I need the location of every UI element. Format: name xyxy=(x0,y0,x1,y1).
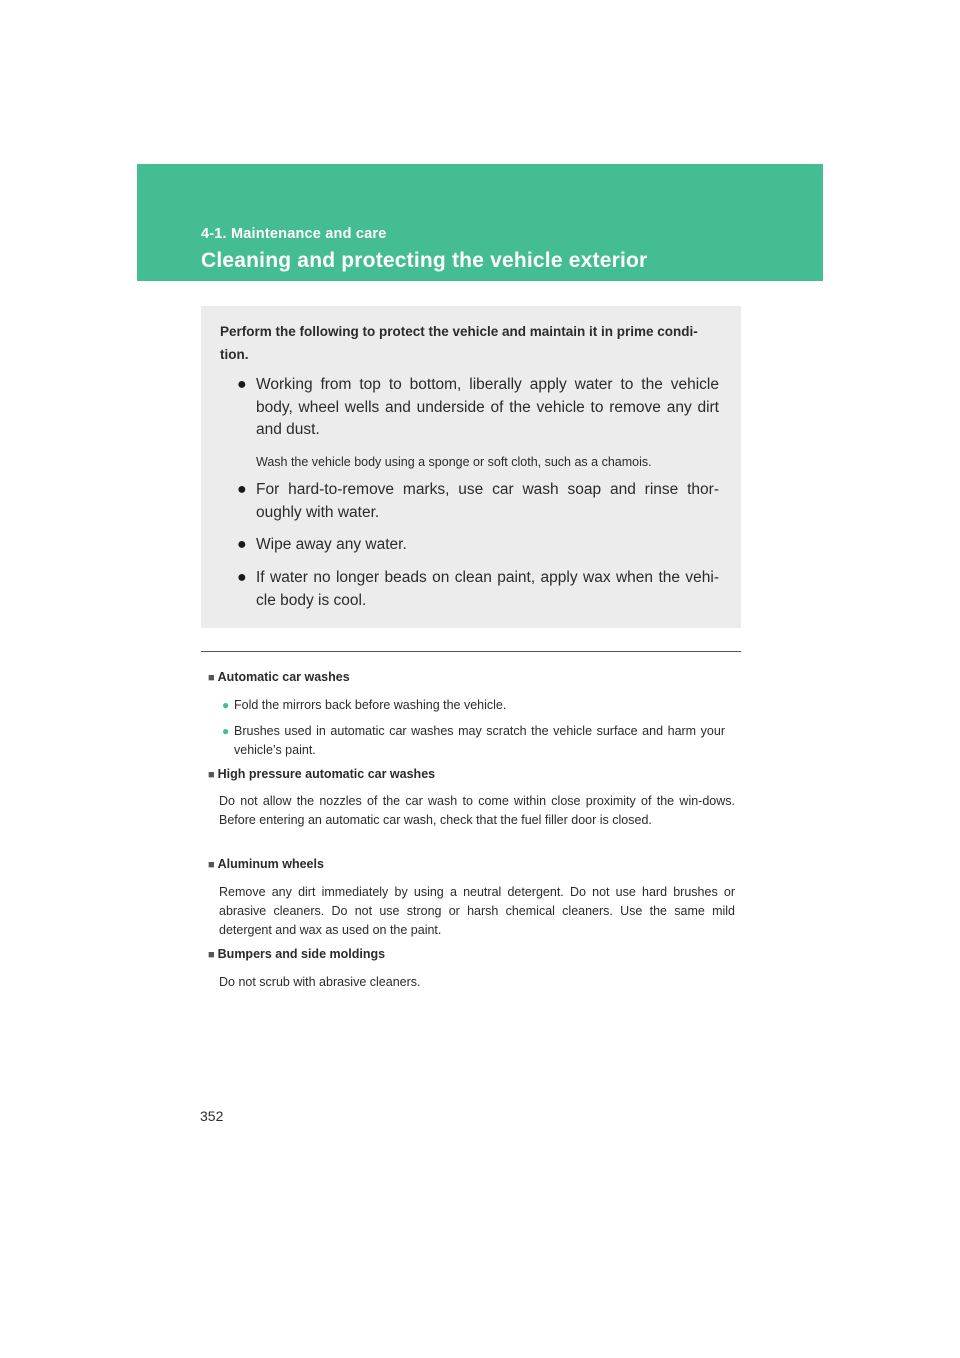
intro-bullet-text: If water no longer beads on clean paint, apply wax when the vehi-cle body is cool. xyxy=(256,569,719,609)
square-bullet-icon: ■ xyxy=(208,672,215,684)
note-bullet-text: Brushes used in automatic car washes may scratch the vehicle surface and harm your vehicle’s paint. xyxy=(234,724,725,757)
intro-bullet-note: Wash the vehicle body using a sponge or soft cloth, such as a chamois. xyxy=(256,455,652,469)
intro-bullet-text: Working from top to bottom, liberally apply water to the vehicle body, wheel wells and underside of the vehicle to remove any dirt and dust. xyxy=(256,376,719,438)
page-title: Cleaning and protecting the vehicle exterior xyxy=(201,249,648,272)
note-heading-text: High pressure automatic car washes xyxy=(217,767,436,781)
note-heading-text: Automatic car washes xyxy=(217,670,350,684)
note-heading xyxy=(208,670,350,684)
page-number: 352 xyxy=(200,1108,224,1124)
note-heading-text: Bumpers and side moldings xyxy=(217,947,386,961)
note-heading xyxy=(208,857,324,871)
square-bullet-icon: ■ xyxy=(208,859,215,871)
square-bullet-icon: ■ xyxy=(208,949,215,961)
note-body: Remove any dirt immediately by using a neutral detergent. Do not use hard brushes or abrasive cleaners. Do not use strong or harsh chemical cleaners. Use the same mild detergent and wax as used on the paint. xyxy=(219,885,735,937)
intro-bullet xyxy=(237,479,719,524)
note-bullet xyxy=(222,696,725,715)
intro-bullet-text: For hard-to-remove marks, use car wash soap and rinse thor-oughly with water. xyxy=(256,481,719,521)
intro-bullet xyxy=(237,567,719,612)
note-heading xyxy=(208,767,435,781)
intro-bullet-text: Wipe away any water. xyxy=(256,536,407,553)
section-label: 4-1. Maintenance and care xyxy=(201,226,387,242)
bullet-dot-icon: ● xyxy=(237,376,247,393)
bullet-dot-icon: ● xyxy=(237,569,247,586)
note-heading xyxy=(208,947,385,961)
intro-box xyxy=(201,306,741,628)
note-body: Do not allow the nozzles of the car wash to come within close proximity of the win-dows. Before entering an automatic car wash, check that the fuel filler door is closed. xyxy=(219,794,735,827)
section-divider xyxy=(201,651,741,652)
note-bullet-text: Fold the mirrors back before washing the vehicle. xyxy=(234,698,507,712)
bullet-dot-icon: ● xyxy=(222,698,230,712)
intro-bullet xyxy=(237,534,719,557)
intro-bullet xyxy=(237,374,719,442)
bullet-dot-icon: ● xyxy=(237,536,247,553)
note-body: Do not scrub with abrasive cleaners. xyxy=(219,975,421,989)
note-heading-text: Aluminum wheels xyxy=(217,857,324,871)
square-bullet-icon: ■ xyxy=(208,769,215,781)
note-bullet xyxy=(222,722,725,760)
bullet-dot-icon: ● xyxy=(237,481,247,498)
header-band xyxy=(137,164,823,281)
intro-text: Perform the following to protect the vehicle and maintain it in prime condi-tion. xyxy=(220,324,698,362)
bullet-dot-icon: ● xyxy=(222,724,230,738)
